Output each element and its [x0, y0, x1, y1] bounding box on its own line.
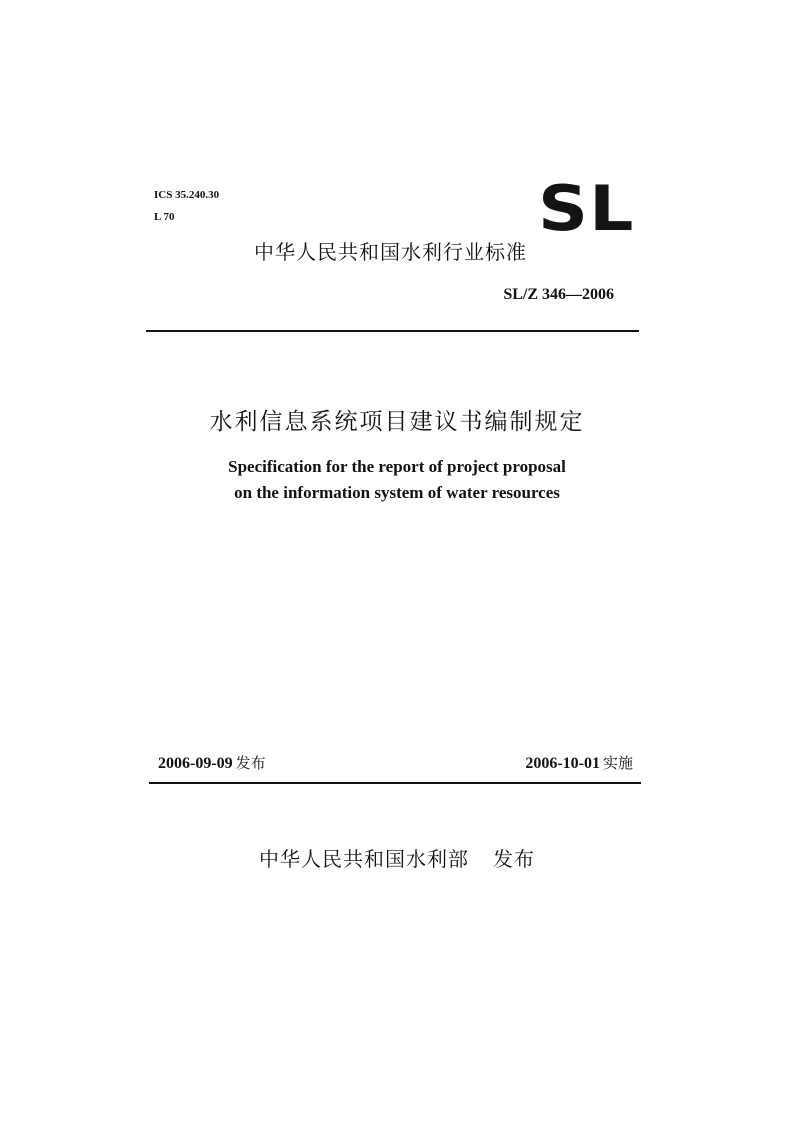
issue-date-block — [158, 752, 266, 775]
classification-code: L 70 — [154, 211, 175, 223]
issue-date: 2006-09-09 — [158, 755, 233, 772]
publisher-action: 发布 — [493, 847, 535, 871]
publisher-line — [0, 845, 794, 873]
publisher-name: 中华人民共和国水利部 — [259, 847, 469, 871]
standard-number: SL/Z 346—2006 — [503, 286, 614, 303]
implement-date: 2006-10-01 — [525, 755, 600, 772]
implement-date-block — [525, 752, 633, 775]
bottom-divider — [149, 782, 641, 784]
standard-category: 中华人民共和国水利行业标准 — [254, 240, 527, 264]
sl-logo: SL — [538, 172, 635, 245]
issue-label: 发布 — [235, 754, 266, 772]
title-en-line-2: on the information system of water resources — [234, 483, 560, 502]
implement-label: 实施 — [602, 754, 633, 772]
document-title-en — [0, 454, 794, 506]
document-title-cn: 水利信息系统项目建议书编制规定 — [209, 409, 585, 435]
title-en-line-1: Specification for the report of project proposal — [228, 457, 566, 476]
top-divider — [146, 330, 639, 332]
ics-code: ICS 35.240.30 — [154, 189, 220, 201]
